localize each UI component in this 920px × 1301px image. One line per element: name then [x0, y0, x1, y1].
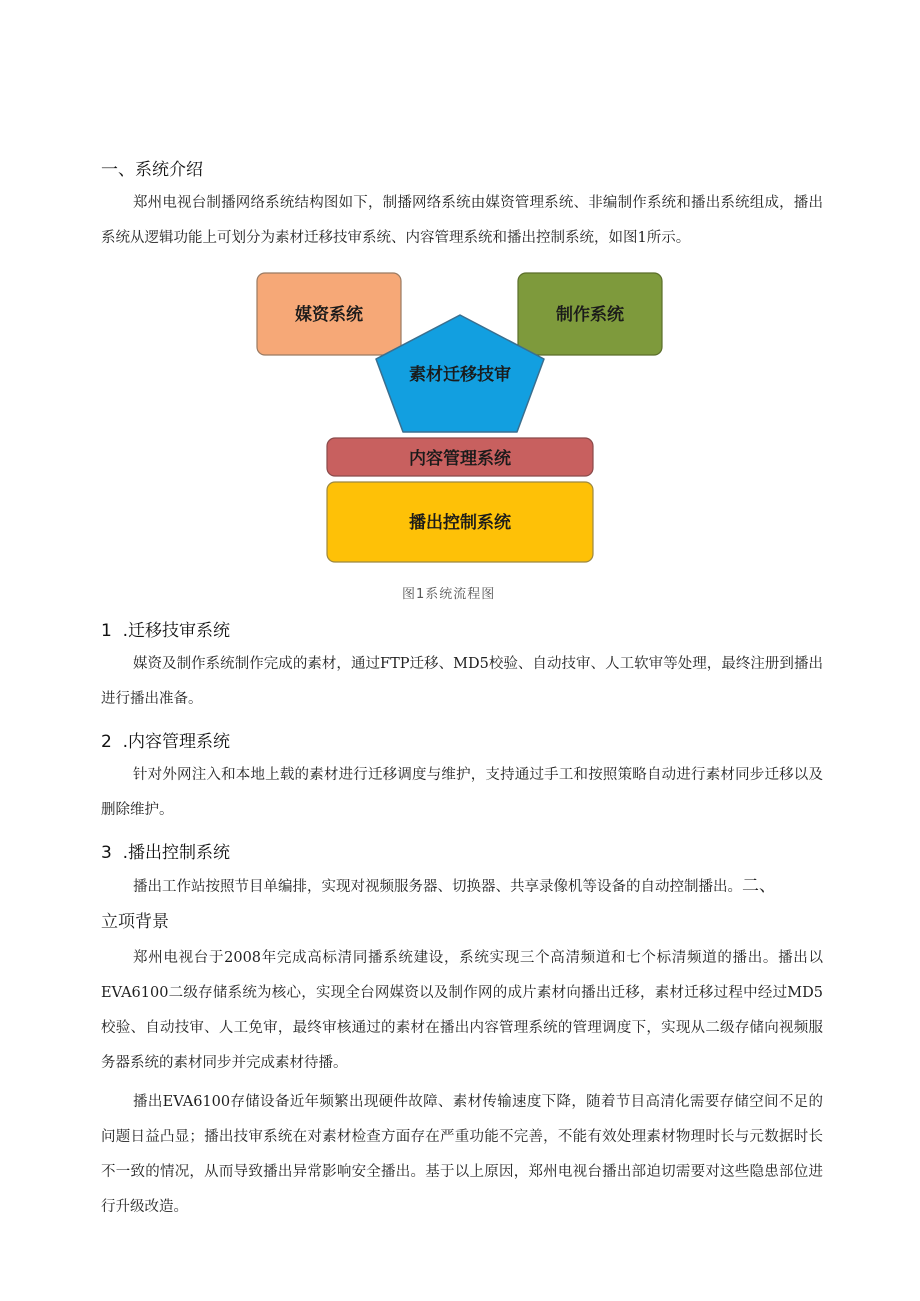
background-paragraph-1: 郑州电视台于2008年完成高标清同播系统建设，系统实现三个高清频道和七个标清频道的播出。播出以EVA6100二级存储系统为核心，实现全台网媒资以及制作网的成片素材向播出迁移，素材迁移过程中经过MD5校验、自动技审、人工免审，最终审核通过的素材在播出内容管理系统的管理调度下，实现从二级存储向视频服务器系统的素材同步并完成素材待播。	[101, 950, 823, 1071]
figure-caption: 图1系统流程图	[402, 587, 496, 602]
migration-review-paragraph: 媒资及制作系统制作完成的素材，通过FTP迁移、MD5校验、自动技审、人工软审等处理，最终注册到播出进行播出准备。	[101, 656, 823, 707]
media-system-label: 媒资系统	[295, 305, 363, 325]
playout-control-paragraph	[101, 869, 823, 941]
subheading-migration-review: 1 .迁移技审系统	[101, 621, 231, 641]
subheading-playout-control: 3 .播出控制系统	[101, 843, 231, 863]
section-heading-background-part2: 立项背景	[101, 912, 169, 932]
intro-paragraph: 郑州电视台制播网络系统结构图如下，制播网络系统由媒资管理系统、非编制作系统和播出系统组成，播出系统从逻辑功能上可划分为素材迁移技审系统、内容管理系统和播出控制系统，如图1所示。	[101, 195, 823, 246]
section-heading-background-part1: 二、	[742, 876, 776, 896]
playout-control-label: 播出控制系统	[409, 513, 511, 533]
content-management-label: 内容管理系统	[409, 449, 511, 469]
section-heading-intro: 一、系统介绍	[101, 160, 203, 180]
content-management-paragraph: 针对外网注入和本地上载的素材进行迁移调度与维护，支持通过手工和按照策略自动进行素材同步迁移以及删除维护。	[101, 767, 823, 818]
background-paragraph-2: 播出EVA6100存储设备近年频繁出现硬件故障、素材传输速度下降，随着节目高清化需要存储空间不足的问题日益凸显；播出技审系统在对素材检查方面存在严重功能不完善，不能有效处理素材物理时长与元数据时长不一致的情况，从而导致播出异常影响安全播出。基于以上原因，郑州电视台播出部迫切需要对这些隐患部位进行升级改造。	[101, 1094, 823, 1215]
production-system-label: 制作系统	[556, 305, 624, 325]
playout-control-text: 播出工作站按照节目单编排，实现对视频服务器、切换器、共享录像机等设备的自动控制播出。	[133, 879, 742, 895]
migration-review-label: 素材迁移技审	[409, 365, 511, 385]
subheading-content-management: 2 .内容管理系统	[101, 732, 231, 752]
system-structure-diagram	[255, 270, 665, 566]
